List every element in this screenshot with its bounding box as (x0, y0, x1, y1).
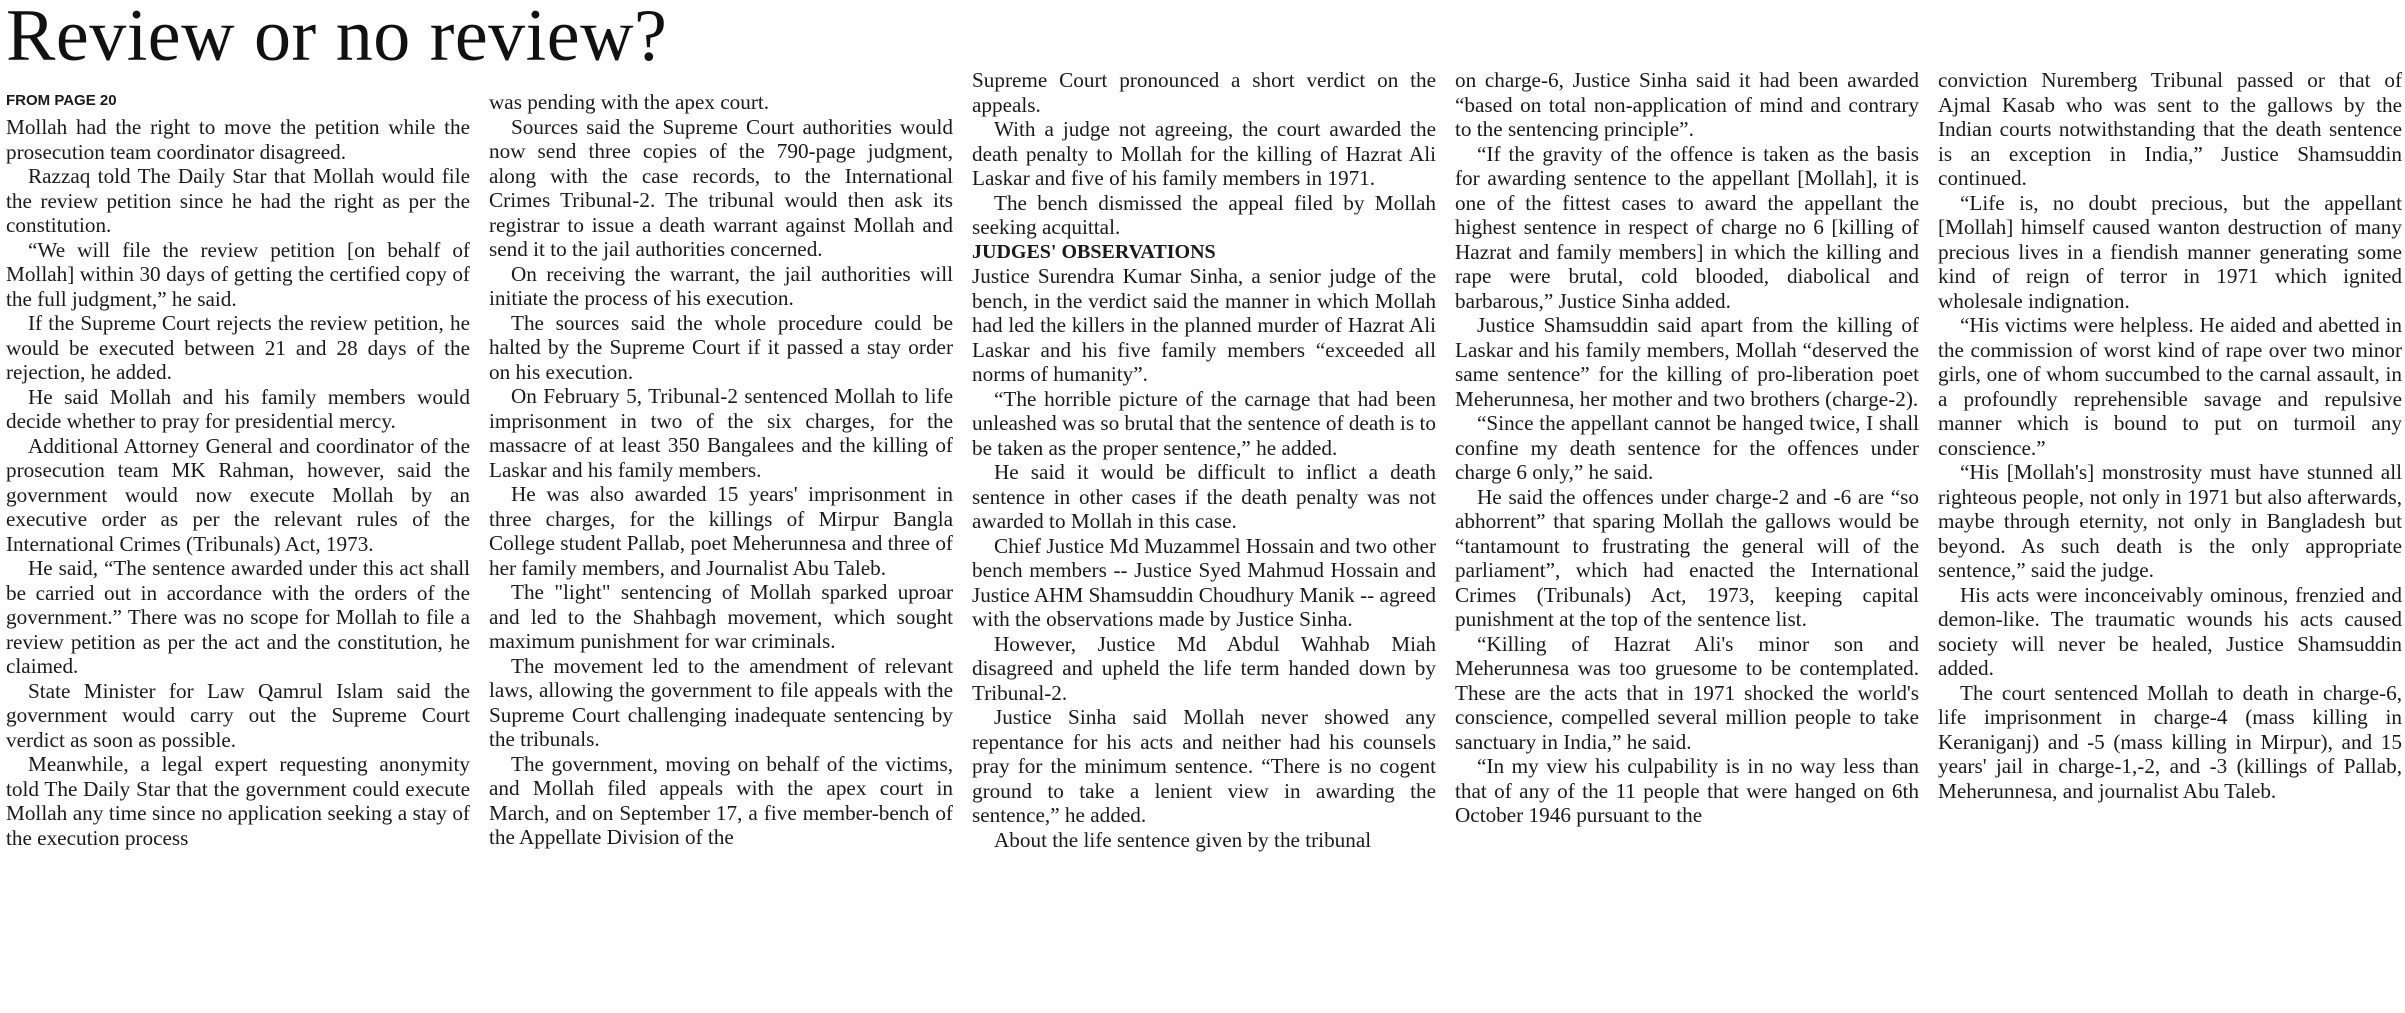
paragraph: “Since the appellant cannot be hanged twice, I shall confine my death sentence for the offences under charge 6 only,” he said. (1455, 411, 1919, 484)
paragraph: With a judge not agreeing, the court awarded the death penalty to Mollah for the killing of Hazrat Ali Laskar and five of his family members in 1971. (972, 117, 1436, 190)
article-column-1 (6, 90, 470, 1010)
paragraph: However, Justice Md Abdul Wahhab Miah disagreed and upheld the life term handed down by Tribunal-2. (972, 631, 1436, 705)
paragraph: was pending with the apex court. (489, 90, 770, 114)
paragraph: “His victims were helpless. He aided and abetted in the commission of worst kind of rape over two minor girls, one of whom succumbed to the carnal assault, in a profoundly reprehensible savage and repulsive manner which is bound to put on turmoil any conscience.” (1938, 313, 2402, 460)
paragraph: Justice Surendra Kumar Sinha, a senior judge of the bench, in the verdict said the manner in which Mollah had led the killers in the planned murder of Hazrat Ali Laskar and his five family members “exceeded all norms of humanity”. (972, 264, 1436, 386)
article-column-2 (489, 90, 953, 1010)
paragraph: Sources said the Supreme Court authorities would now send three copies of the 790-page judgment, along with the case records, to the International Crimes Tribunal-2. The tribunal would then ask its registrar to issue a death warrant against Mollah and send it to the jail authorities concerned. (489, 114, 953, 261)
subhead-judges-observations: JUDGES' OBSERVATIONS (972, 240, 1216, 263)
paragraph: State Minister for Law Qamrul Islam said the government would carry out the Supreme Court verdict as soon as possible. (6, 678, 470, 752)
paragraph: “Killing of Hazrat Ali's minor son and Meherunnesa was too gruesome to be contemplated. These are the acts that in 1971 shocked the world's conscience, compelled several million people to take sanctuary in India,” he said. (1455, 631, 1919, 754)
article-column-5 (1938, 68, 2402, 988)
paragraph: “The horrible picture of the carnage that had been unleashed was so brutal that the sentence of death is to be taken as the proper sentence,” he added. (972, 386, 1436, 460)
paragraph: Meanwhile, a legal expert requesting anonymity told The Daily Star that the government could execute Mollah any time since no application seeking a stay of the execution process (6, 752, 470, 850)
paragraph: Razzaq told The Daily Star that Mollah would file the review petition since he had the right as per the constitution. (6, 164, 470, 237)
headline: Review or no review? (6, 0, 668, 77)
paragraph: On receiving the warrant, the jail authorities will initiate the process of his execution. (489, 261, 953, 310)
paragraph: “If the gravity of the offence is taken as the basis for awarding sentence to the appellant [Mollah], it is one of the fittest cases to award the appellant the highest sentence in respect of charge no 6 [killing of Hazrat and family members] in which the killing and rape were brutal, cold blooded, diabolical and barbarous,” Justice Sinha added. (1455, 141, 1919, 313)
paragraph: on charge-6, Justice Sinha said it had been awarded “based on total non-application of mind and contrary to the sentencing principle”. (1455, 68, 1919, 141)
paragraph: conviction Nuremberg Tribunal passed or that of Ajmal Kasab who was sent to the gallows by the Indian courts notwithstanding that the death sentence is an exception in India,” Justice Shamsuddin continued. (1938, 68, 2402, 190)
paragraph: Additional Attorney General and coordinator of the prosecution team MK Rahman, however, said the government would now execute Mollah by an executive order as per the relevant rules of the International Crimes (Tribunals) Act, 1973. (6, 433, 470, 556)
article-column-3 (972, 68, 1436, 988)
paragraph: “Life is, no doubt precious, but the appellant [Mollah] himself caused wanton destruction of many precious lives in a fiendish manner generating some kind of reign of terror in 1971 which ignited wholesale indignation. (1938, 190, 2402, 313)
paragraph: The government, moving on behalf of the victims, and Mollah filed appeals with the apex court in March, and on September 17, a five member-bench of the Appellate Division of the (489, 751, 953, 849)
paragraph: He said it would be difficult to inflict a death sentence in other cases if the death penalty was not awarded to Mollah in this case. (972, 460, 1436, 533)
paragraph: Justice Sinha said Mollah never showed any repentance for his acts and neither had his counsels pray for the minimum sentence. “There is no cogent ground to take a lenient view in awarding the sentence,” he added. (972, 705, 1436, 827)
paragraph: Supreme Court pronounced a short verdict on the appeals. (972, 68, 1436, 117)
paragraph: “We will file the review petition [on behalf of Mollah] within 30 days of getting the certified copy of the full judgment,” he said. (6, 237, 470, 311)
paragraph: He said the offences under charge-2 and -6 are “so abhorrent” that sparing Mollah the gallows would be “tantamount to frustrating the general will of the parliament”, which had enacted the International Crimes (Tribunals) Act, 1973, keeping capital punishment at the top of the sentence list. (1455, 484, 1919, 631)
paragraph: Mollah had the right to move the petition while the prosecution team coordinator disagreed. (6, 115, 470, 164)
paragraph: He said Mollah and his family members would decide whether to pray for presidential mercy. (6, 384, 470, 433)
paragraph: “His [Mollah's] monstrosity must have stunned all righteous people, not only in 1971 but also afterwards, maybe through eternity, not only in Bangladesh but beyond. As such death is the only appropriate sentence,” said the judge. (1938, 460, 2402, 582)
paragraph: If the Supreme Court rejects the review petition, he would be executed between 21 and 28 days of the rejection, he added. (6, 311, 470, 384)
paragraph: The sources said the whole procedure could be halted by the Supreme Court if it passed a stay order on his execution. (489, 310, 953, 384)
paragraph: On February 5, Tribunal-2 sentenced Mollah to life imprisonment in two of the six charges, for the massacre of at least 350 Bangalees and the killing of Laskar and his family members. (489, 384, 953, 482)
paragraph: He was also awarded 15 years' imprisonment in three charges, for the killings of Mirpur Bangla College student Pallab, poet Meherunnesa and three of her family members, and Journalist Abu Taleb. (489, 482, 953, 580)
paragraph: The "light" sentencing of Mollah sparked uproar and led to the Shahbagh movement, which sought maximum punishment for war criminals. (489, 580, 953, 653)
paragraph: The court sentenced Mollah to death in charge-6, life imprisonment in charge-4 (mass killing in Keraniganj) and -5 (mass killing in Mirpur), and 15 years' jail in charge-1,-2, and -3 (killings of Pallab, Meherunnesa, and journalist Abu Taleb. (1938, 680, 2402, 803)
paragraph: The bench dismissed the appeal filed by Mollah seeking acquittal. (972, 190, 1436, 239)
paragraph: “In my view his culpability is in no way less than that of any of the 11 people that were hanged on 6th October 1946 pursuant to the (1455, 754, 1919, 827)
paragraph: His acts were inconceivably ominous, frenzied and demon-like. The traumatic wounds his acts caused society will never be healed, Justice Shamsuddin added. (1938, 582, 2402, 680)
article-column-4 (1455, 68, 1919, 988)
kicker-from-page: FROM PAGE 20 (6, 92, 117, 109)
paragraph: Justice Shamsuddin said apart from the killing of Laskar and his family members, Mollah “deserved the same sentence” for the killing of pro-liberation poet Meherunnesa, her mother and two brothers (charge-2). (1455, 313, 1919, 411)
paragraph: About the life sentence given by the tribunal (994, 827, 1372, 852)
paragraph: The movement led to the amendment of relevant laws, allowing the government to file appeals with the Supreme Court challenging inadequate sentencing by the tribunals. (489, 653, 953, 751)
paragraph: Chief Justice Md Muzammel Hossain and two other bench members -- Justice Syed Mahmud Hossain and Justice AHM Shamsuddin Choudhury Manik -- agreed with the observations made by Justice Sinha. (972, 533, 1436, 631)
paragraph: He said, “The sentence awarded under this act shall be carried out in accordance with the orders of the government.” There was no scope for Mollah to file a review petition as per the act and the constitution, he claimed. (6, 556, 470, 678)
